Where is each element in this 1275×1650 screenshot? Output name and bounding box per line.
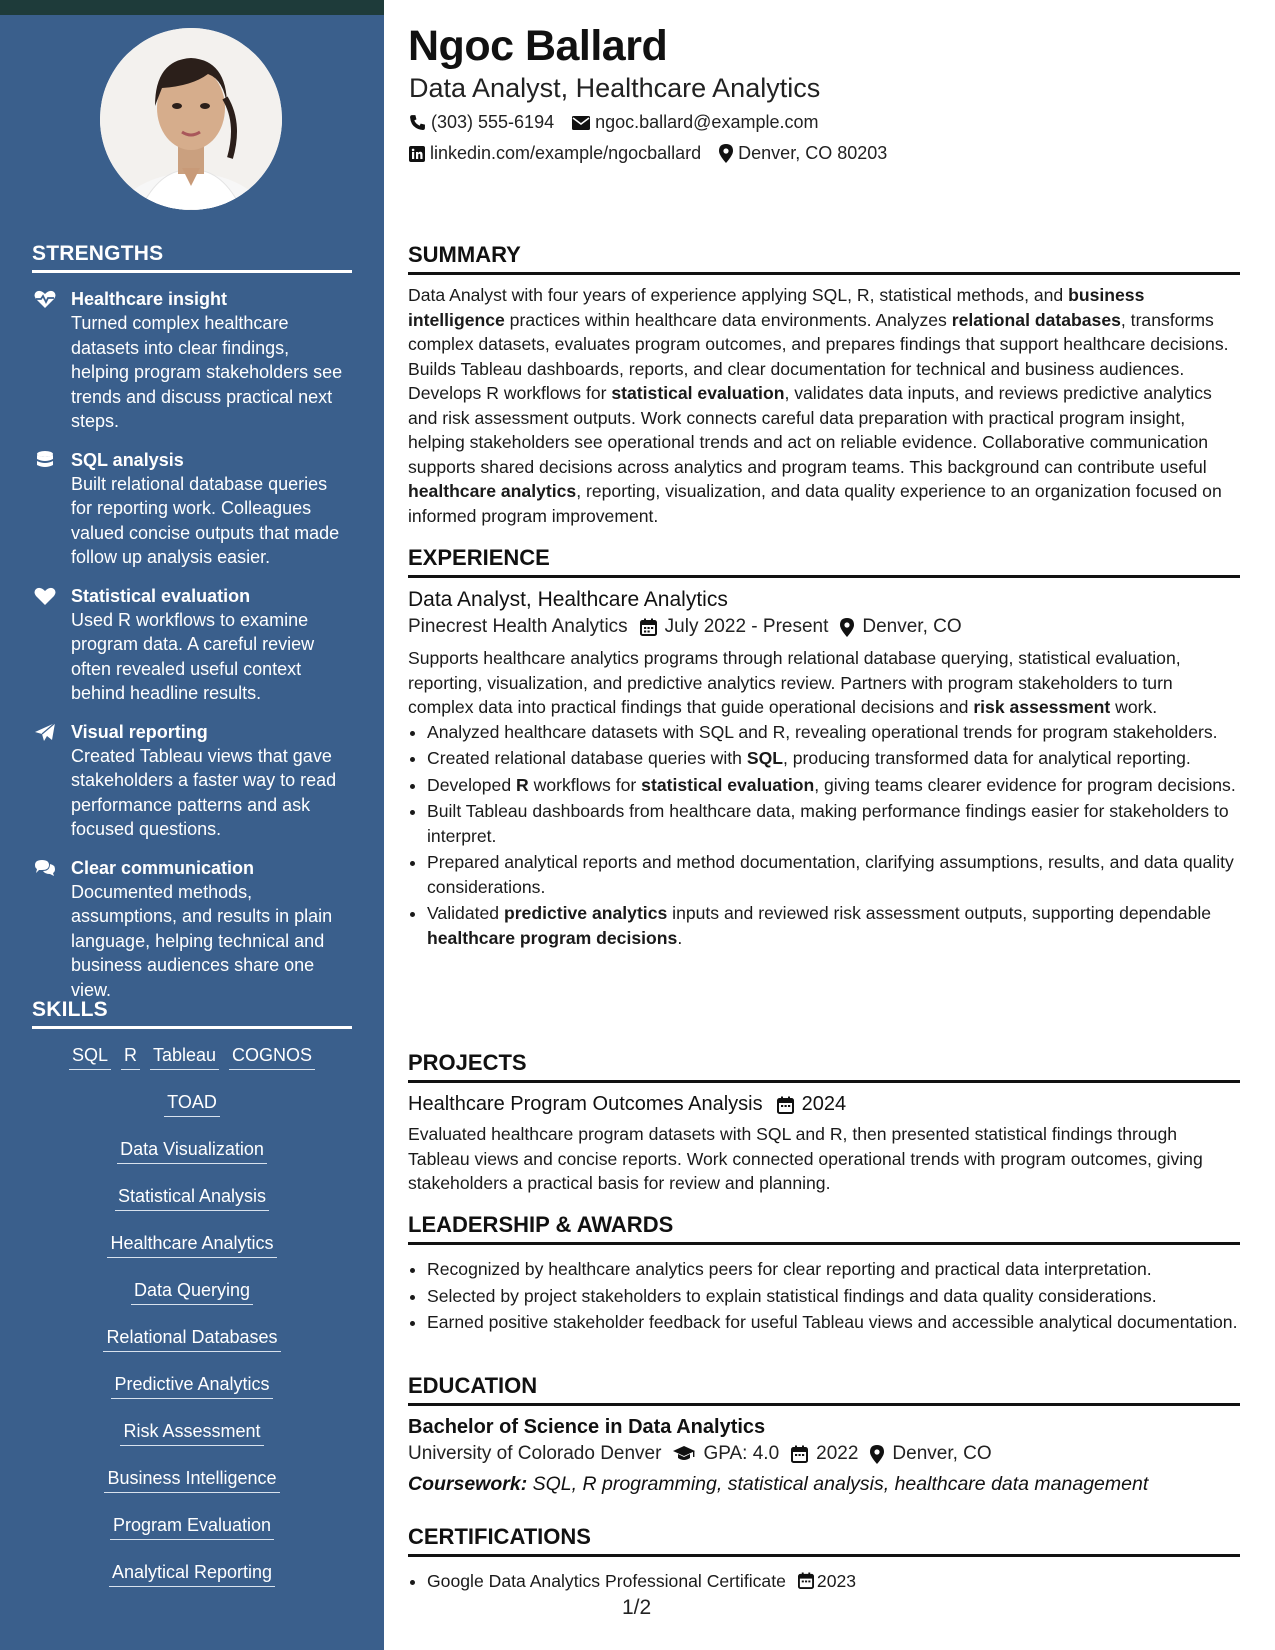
text-run: Supports healthcare analytics programs through relational database querying, statistical evaluation, reporting, visualization, and predictive analytics review. Partners with program stakeholders to turn complex data into practical findings that guide operational decisions and <box>408 648 1181 717</box>
text-run: workflows for <box>528 774 642 795</box>
calendar-icon <box>777 1096 794 1114</box>
heartbeat-icon <box>34 289 56 309</box>
bold-text: statistical evaluation <box>611 383 785 403</box>
certification-name: Google Data Analytics Professional Certificate <box>427 1571 786 1591</box>
leadership-section <box>408 1212 1240 1337</box>
leadership-item: • Selected by project stakeholders to explain statistical findings and data quality considerations. <box>427 1284 1240 1309</box>
location-item <box>719 143 887 164</box>
text-run: . <box>677 927 683 948</box>
text-run: Data Analyst with four years of experience applying SQL, R, statistical methods, and <box>408 285 1069 305</box>
text-run: Validated <box>427 903 504 923</box>
job-dates <box>640 616 829 638</box>
phone-icon <box>409 114 426 131</box>
school-name <box>408 1443 661 1465</box>
education-year-text: 2022 <box>816 1443 859 1464</box>
skill-tag: Predictive Analytics <box>111 1372 272 1399</box>
project-title: Healthcare Program Outcomes Analysis <box>408 1093 763 1115</box>
experience-bullet <box>427 720 1240 745</box>
calendar-icon <box>791 1445 808 1463</box>
strength-item <box>32 856 352 1003</box>
gpa-item <box>673 1443 779 1465</box>
leadership-item: • Earned positive stakeholder feedback for useful Tableau views and accessible analytical documentation. <box>427 1310 1240 1335</box>
skill-tag: Data Visualization <box>117 1137 267 1164</box>
leadership-heading: LEADERSHIP & AWARDS <box>408 1212 1240 1245</box>
linkedin-icon <box>409 146 425 162</box>
education-meta <box>408 1443 1240 1465</box>
experience-bullet <box>427 850 1240 899</box>
contact-row-2 <box>409 143 905 164</box>
education-location-text: Denver, CO <box>892 1443 992 1464</box>
text-run: practices within healthcare data environments. Analyzes <box>504 309 952 330</box>
experience-bullet <box>427 773 1240 798</box>
skills-list <box>32 1043 352 1607</box>
gpa-text: GPA: 4.0 <box>703 1443 780 1464</box>
bold-text: healthcare program decisions <box>427 927 678 948</box>
text-run: , transforms complex datasets, evaluates program outcomes, and prepares findings that support healthcare decisions. Builds Tableau dashboards, reports, and clear documentation for technical and business audiences. Develops R workflows for <box>408 309 1229 403</box>
strength-desc: Created Tableau views that gave stakeholders a faster way to read performance patterns and ask focused questions. <box>71 745 337 839</box>
coursework-label: Coursework: <box>408 1473 528 1495</box>
strength-item <box>32 584 352 706</box>
skill-tag: Statistical Analysis <box>115 1184 269 1211</box>
skill-tag: SQL <box>69 1043 111 1070</box>
database-icon <box>34 450 56 470</box>
coursework <box>408 1473 1240 1496</box>
envelope-icon <box>572 116 590 130</box>
experience-bullet <box>427 746 1240 771</box>
projects-heading: PROJECTS <box>408 1050 1240 1083</box>
text-run: , validates data inputs, and reviews predictive analytics and risk assessment outputs. Work connects careful data preparation with practical program insight, helping stakeholders see operational trends and act on reliable evidence. Collaborative communication supports shared decisions across analytics and program teams. This background can contribute useful <box>408 383 1212 477</box>
strength-title: Statistical evaluation <box>71 585 251 606</box>
candidate-headline: Data Analyst, Healthcare Analytics <box>409 73 821 103</box>
text-run: inputs and reviewed risk assessment outputs, supporting dependable <box>667 903 1212 923</box>
certifications-list <box>408 1569 1240 1594</box>
map-marker-icon <box>719 144 733 163</box>
location-text: Denver, CO 80203 <box>738 143 888 163</box>
education-year <box>791 1443 858 1465</box>
job-meta <box>408 616 1240 638</box>
strength-item <box>32 720 352 842</box>
skill-tag: Analytical Reporting <box>109 1560 275 1587</box>
skills-heading: SKILLS <box>32 998 352 1029</box>
certification-year: 2023 <box>816 1571 857 1591</box>
summary-section <box>408 242 1240 528</box>
job-company-text: Pinecrest Health Analytics <box>408 616 628 637</box>
strength-desc: Built relational database queries for reporting work. Colleagues valued concise outputs that made follow up analysis easier. <box>71 473 340 567</box>
sidebar <box>0 0 384 1650</box>
strengths-heading: STRENGTHS <box>32 242 352 273</box>
skill-tag: Healthcare Analytics <box>107 1231 276 1258</box>
certification-item <box>427 1569 1240 1594</box>
strength-title: SQL analysis <box>71 449 184 470</box>
degree-title: Bachelor of Science in Data Analytics <box>408 1416 766 1438</box>
experience-bullet <box>427 901 1240 950</box>
certifications-heading: CERTIFICATIONS <box>408 1524 1240 1557</box>
linkedin-item[interactable] <box>409 143 701 164</box>
phone-item <box>409 112 554 133</box>
email-item[interactable] <box>572 112 818 133</box>
text-run: Built Tableau dashboards from healthcare data, making performance findings easier for stakeholders to interpret. <box>427 801 1229 846</box>
skill-tag: Tableau <box>150 1043 219 1070</box>
leadership-list <box>408 1257 1240 1335</box>
paper-plane-icon <box>34 722 56 742</box>
experience-heading: EXPERIENCE <box>408 545 1240 578</box>
map-marker-icon <box>870 1445 884 1464</box>
job-company <box>408 616 628 638</box>
bold-text: R <box>516 774 529 795</box>
bold-text: healthcare analytics <box>408 481 577 501</box>
text-run: , giving teams clearer evidence for program decisions. <box>814 774 1236 795</box>
avatar <box>100 28 282 210</box>
strength-item <box>32 287 352 434</box>
bold-text: relational databases <box>951 309 1121 330</box>
strength-title: Visual reporting <box>71 721 208 742</box>
leadership-item: • Recognized by healthcare analytics peers for clear reporting and practical data interpretation. <box>427 1257 1240 1282</box>
candidate-name: Ngoc Ballard <box>408 22 668 70</box>
project-title-row <box>408 1093 1240 1116</box>
job-location-text: Denver, CO <box>862 616 962 637</box>
email-text[interactable]: ngoc.ballard@example.com <box>595 112 819 132</box>
heart-icon <box>34 586 56 606</box>
skill-tag: COGNOS <box>229 1043 315 1070</box>
skill-tag: TOAD <box>164 1090 220 1117</box>
skill-tag: Program Evaluation <box>110 1513 274 1540</box>
job-dates-text: July 2022 - Present <box>664 616 829 637</box>
project-desc: Evaluated healthcare program datasets with SQL and R, then presented statistical findings through Tableau views and concise reports. Work connected operational trends with program outcomes, giving stakeholders a practical basis for review and planning. <box>408 1124 1203 1193</box>
text-run: Analyzed healthcare datasets with SQL and R, revealing operational trends for program stakeholders. <box>427 721 1218 742</box>
education-section <box>408 1373 1240 1496</box>
text-run: Prepared analytical reports and method documentation, clarifying assumptions, results, and data quality considerations. <box>427 852 1234 897</box>
graduation-cap-icon <box>673 1446 695 1462</box>
skill-tag: Data Querying <box>131 1278 253 1305</box>
education-location <box>870 1443 991 1465</box>
strength-item <box>32 448 352 570</box>
text-run: , producing transformed data for analytical reporting. <box>783 748 1191 768</box>
skill-tag: Business Intelligence <box>104 1466 279 1493</box>
comments-icon <box>34 858 56 878</box>
school-name-text: University of Colorado Denver <box>408 1443 662 1464</box>
text-run: work. <box>1110 697 1158 717</box>
phone-text: (303) 555-6194 <box>431 112 555 132</box>
summary-text <box>408 283 1240 528</box>
job-bullets <box>408 720 1240 951</box>
bold-text: predictive analytics <box>503 903 668 923</box>
skills-section <box>32 998 352 1607</box>
text-run: , reporting, visualization, and data quality experience to an organization focused on informed program improvement. <box>408 481 1222 526</box>
summary-heading: SUMMARY <box>408 242 1240 275</box>
job-location <box>840 616 961 638</box>
projects-section <box>408 1050 1240 1196</box>
coursework-text: SQL, R programming, statistical analysis, healthcare data management <box>532 1473 1149 1495</box>
map-marker-icon <box>840 618 854 637</box>
certifications-section <box>408 1524 1240 1596</box>
calendar-icon <box>640 618 657 636</box>
page-number: 1/2 <box>622 1596 652 1619</box>
bold-text: risk assessment <box>973 697 1111 717</box>
skill-tag: Relational Databases <box>103 1325 280 1352</box>
sidebar-top-bar <box>0 0 384 15</box>
bold-text: SQL <box>746 748 783 768</box>
strength-title: Clear communication <box>71 857 255 878</box>
strengths-list <box>32 287 352 1002</box>
strength-desc: Turned complex healthcare datasets into clear findings, helping program stakeholders see trends and discuss practical next steps. <box>71 313 343 431</box>
calendar-icon <box>798 1572 814 1589</box>
bold-text: business intelligence <box>408 285 1145 330</box>
experience-bullet <box>427 799 1240 848</box>
strengths-section <box>32 242 352 1002</box>
education-heading: EDUCATION <box>408 1373 1240 1406</box>
job-intro <box>408 646 1240 720</box>
skill-tag: Risk Assessment <box>120 1419 263 1446</box>
strength-desc: Used R workflows to examine program data. A careful review often revealed useful context behind headline results. <box>71 609 315 703</box>
skill-tag: R <box>121 1043 140 1070</box>
contact-row-1 <box>409 112 836 133</box>
job-title: Data Analyst, Healthcare Analytics <box>408 588 728 611</box>
text-run: Developed <box>427 774 517 795</box>
text-run: Created relational database queries with <box>427 748 747 768</box>
project-year: 2024 <box>801 1093 847 1115</box>
strength-title: Healthcare insight <box>71 289 228 309</box>
experience-section <box>408 545 1240 952</box>
bold-text: statistical evaluation <box>641 774 815 795</box>
strength-desc: Documented methods, assumptions, and results in plain language, helping technical and business audiences share one view. <box>71 881 333 1000</box>
linkedin-text[interactable]: linkedin.com/example/ngocballard <box>430 143 702 163</box>
